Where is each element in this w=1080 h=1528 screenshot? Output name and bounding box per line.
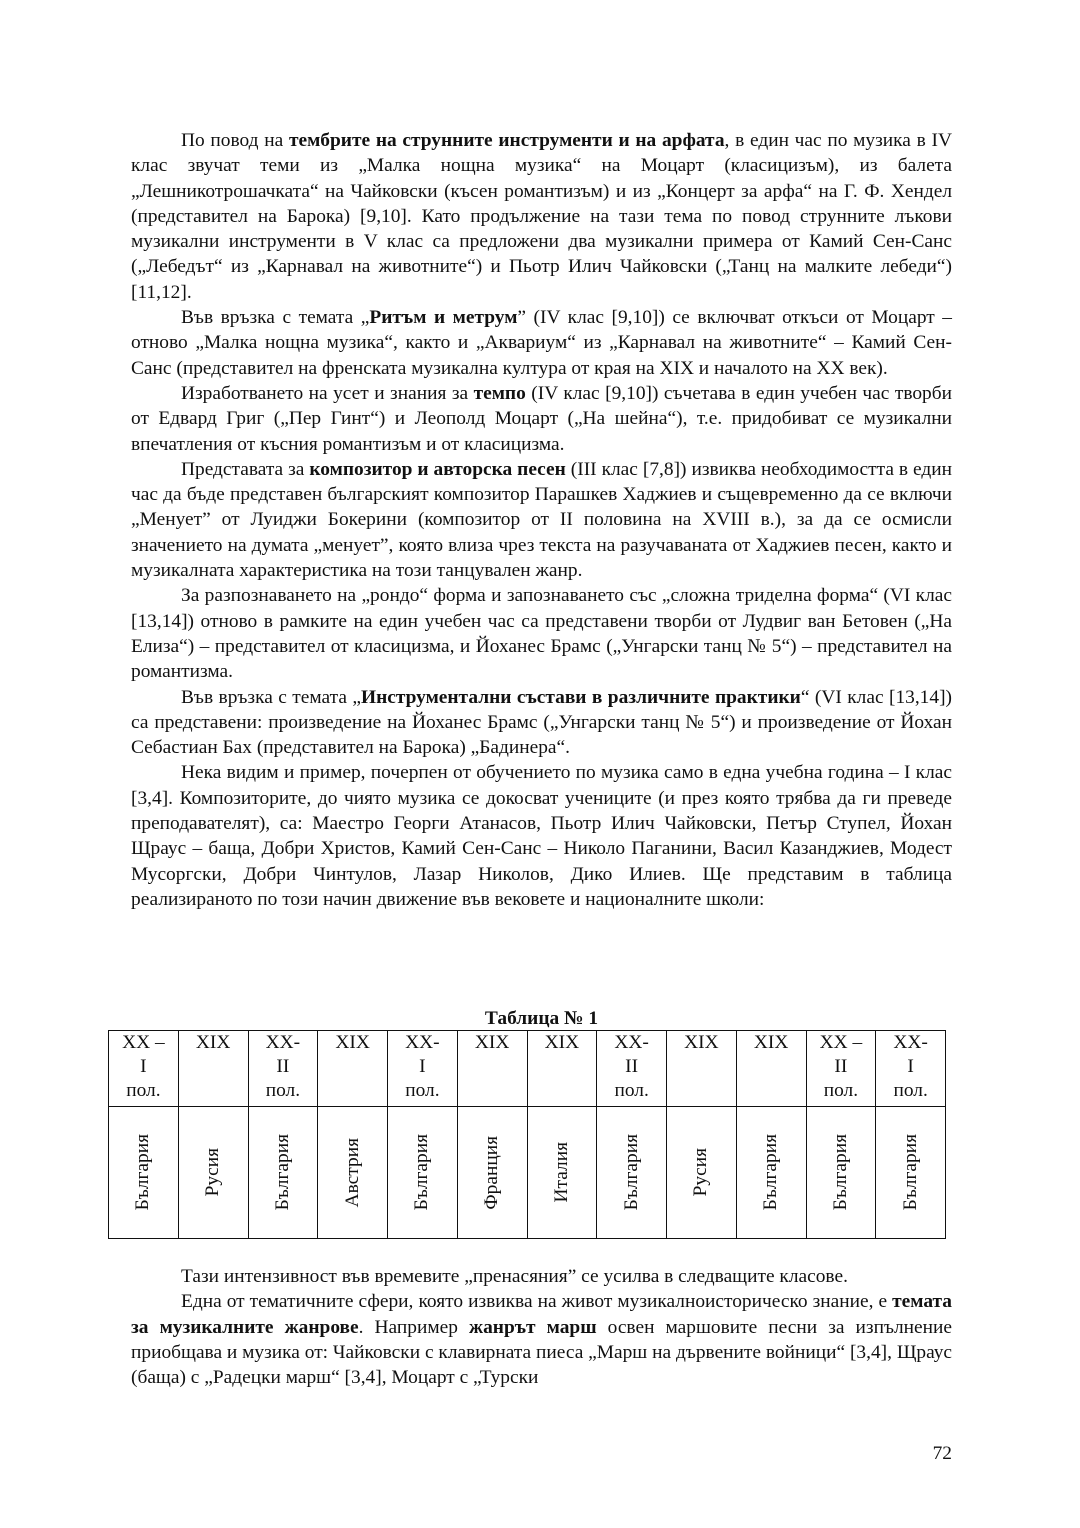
- period-text: XX –: [819, 1032, 863, 1053]
- text-run: ” (IV клас [9,10]) се включват откъси от Моцарт – отново „Малка нощна музика“, както и „Аквариум“ из „Карнавал на животните“ – Камий Сен-Санс (представител на френската музикална култура от края на XIX и началото на XX век).: [131, 307, 952, 379]
- country-cell: [388, 1107, 458, 1239]
- period-text: пол.: [405, 1080, 440, 1101]
- country-name: България: [271, 1134, 293, 1211]
- text-run: За разпознаването на „рондо“ форма и запознаването със „сложна триделна форма“ (VI клас [13,14]) отново в рамките на един учебен час са представени творби от Лудвиг ван Бетовен („На Елиза“) – представител от класицизма, и Йоханес Брамс („Унгарски танц № 5“) – представител на романтизма.: [131, 585, 952, 683]
- paragraph: [131, 760, 952, 912]
- text-run: (III клас [7,8]) извиква необходимостта в един час да бъде представен българският композитор Парашкев Хаджиев и същевременно да се включи „Менует” от Луиджи Бокерини (композитор от II половина на XVIII в.), за да се осмисли значението на думата „менует”, която влиза чрез текста на разучаваната от Хаджиев песен, както и музикалната характеристика на този танцувален жанр.: [131, 458, 953, 582]
- country-name: България: [760, 1134, 782, 1211]
- period-cell: [876, 1031, 946, 1107]
- period-text: XX-: [405, 1032, 440, 1053]
- period-text: пол.: [265, 1080, 301, 1101]
- country-cell: [527, 1107, 597, 1239]
- paragraph: [131, 583, 952, 684]
- bold-term: темпо: [473, 382, 526, 404]
- period-text: XIX: [474, 1032, 510, 1053]
- country-cell: [248, 1107, 318, 1239]
- page-number: 72: [932, 1443, 952, 1464]
- table-row-periods: [109, 1031, 946, 1107]
- country-name: Австрия: [341, 1137, 363, 1208]
- period-text: II: [276, 1056, 290, 1077]
- period-text: XIX: [753, 1032, 789, 1053]
- period-cell: [109, 1031, 179, 1107]
- paragraph: [131, 381, 952, 457]
- country-cell: [457, 1107, 527, 1239]
- period-cell: [736, 1031, 806, 1107]
- country-name: Франция: [481, 1135, 503, 1210]
- period-cell: [806, 1031, 876, 1107]
- country-cell: [667, 1107, 737, 1239]
- period-text: пол.: [614, 1080, 649, 1101]
- period-text: I: [140, 1056, 147, 1077]
- period-text: XIX: [195, 1032, 231, 1053]
- period-text: XIX: [684, 1032, 719, 1053]
- paragraph: [131, 457, 952, 583]
- text-run: Една от тематичните сфери, която извиква на живот музикалноисторическо знание, е: [181, 1291, 893, 1313]
- bold-term: Инструментални състави в различните практики: [360, 686, 801, 708]
- period-text: пол.: [823, 1080, 859, 1101]
- country-cell: [109, 1107, 179, 1239]
- period-cell: [597, 1031, 667, 1107]
- period-text: XX –: [122, 1032, 165, 1053]
- period-cell: [527, 1031, 597, 1107]
- country-cell: [876, 1107, 946, 1239]
- period-cell: [388, 1031, 458, 1107]
- country-cell: [318, 1107, 388, 1239]
- table-row-countries: [109, 1107, 946, 1239]
- text-run: Изработването на усет и знания за: [181, 382, 474, 404]
- body-text-continued: [131, 1264, 952, 1390]
- period-text: XX-: [265, 1032, 301, 1053]
- period-cell: [178, 1031, 248, 1107]
- body-text: [131, 128, 952, 912]
- country-name: България: [899, 1134, 921, 1211]
- paragraph: [131, 1264, 952, 1289]
- period-text: XX-: [893, 1032, 928, 1053]
- country-name: Италия: [550, 1142, 572, 1203]
- text-run: . Например: [358, 1316, 470, 1338]
- period-cell: [457, 1031, 527, 1107]
- country-name: Русия: [690, 1148, 712, 1197]
- country-name: България: [620, 1134, 642, 1211]
- period-text: XIX: [335, 1032, 370, 1053]
- text-run: Във връзка с темата „: [181, 686, 361, 708]
- table-caption: Таблица № 1: [484, 1008, 599, 1029]
- text-run: Във връзка с темата „: [181, 307, 370, 329]
- period-cell: [248, 1031, 318, 1107]
- text-run: , в един час по музика в IV клас звучат теми из „Малка нощна музика“ на Моцарт (класицизъм), из балета „Лешникотрошачката“ на Чайковски (късен романтизъм) и из „Концерт за арфа“ на Г. Ф. Хендел (представител на Барока) [9,10]. Като продължение на тази тема по повод струнните лъкови музикални инструменти в V клас са предложени два музикални примера от Камий Сен-Санс („Лебедът“ из „Карнавал на животните“) и Пьотр Илич Чайковски („Танц на малките лебеди“) [11,12].: [131, 130, 952, 303]
- country-cell: [178, 1107, 248, 1239]
- text-run: Тази интензивност във времевите „пренасяния” се усилва в следващите класове.: [181, 1266, 848, 1287]
- period-cell: [318, 1031, 388, 1107]
- country-name: България: [411, 1134, 433, 1211]
- bold-term: композитор и авторска песен: [309, 458, 566, 480]
- paragraph: [131, 305, 952, 381]
- period-cell: [667, 1031, 737, 1107]
- period-text: I: [907, 1056, 914, 1077]
- country-name: Русия: [202, 1148, 224, 1197]
- text-run: Нека видим и пример, почерпен от обучението по музика само в една учебна година – I клас [3,4]. Композиторите, до чиято музика се докосват учениците (и през която трябва да ги преведе преподавателят), са: Маестро Георги Атанасов, Пьотр Илич Чайковски, Петър Ступел, Йохан Щраус – баща, Добри Христов, Камий Сен-Санс – Николо Паганини, Васил Казанджиев, Модест Мусоргски, Добри Чинтулов, Лазар Николов, Дико Илиев. Ще представим в таблица реализираното по този начин движение във вековете и националните школи:: [131, 762, 952, 910]
- periods-table: [108, 1030, 946, 1239]
- period-text: II: [625, 1056, 639, 1077]
- period-text: пол.: [126, 1080, 161, 1101]
- bold-term: темата за музикалните жанрове: [131, 1291, 952, 1338]
- text-run: освен маршовите песни за изпълнение приобщава и музика от: Чайковски с клавирната пиеса „Марш на дървените войници“ [3,4], Щраус (баща) с „Радецки марш“ [3,4], Моцарт с „Турски: [131, 1316, 952, 1389]
- text-run: Представата за: [181, 458, 310, 480]
- paragraph: [131, 128, 952, 305]
- period-text: XIX: [544, 1032, 580, 1053]
- bold-term: тембрите на струнните инструменти и на арфата: [288, 130, 725, 151]
- text-run: По повод на: [181, 130, 289, 151]
- text-run: (IV клас [9,10]) съчетава в един учебен час творби от Едвард Григ („Пер Гинт“) и Леополд Моцарт („На шейна“), т.е. придобиват се музикални впечатления от късния романтизъм и от класицизма.: [131, 382, 952, 455]
- paragraph: [131, 1289, 952, 1390]
- country-cell: [736, 1107, 806, 1239]
- country-cell: [597, 1107, 667, 1239]
- country-name: България: [132, 1134, 154, 1211]
- bold-term: Ритъм и метрум: [369, 307, 518, 329]
- period-text: II: [834, 1056, 848, 1077]
- period-text: пол.: [893, 1080, 928, 1101]
- text-run: “ (VI клас [13,14]) са представени: произведение на Йоханес Брамс („Унгарски танц № 5“) и произведение от Йохан Себастиан Бах (представител на Барока) „Бадинера“.: [131, 686, 952, 759]
- country-name: България: [829, 1134, 851, 1211]
- country-cell: [806, 1107, 876, 1239]
- period-text: XX-: [614, 1032, 649, 1053]
- period-text: I: [419, 1056, 426, 1077]
- paragraph: [131, 685, 952, 761]
- bold-term: жанрът марш: [469, 1316, 597, 1338]
